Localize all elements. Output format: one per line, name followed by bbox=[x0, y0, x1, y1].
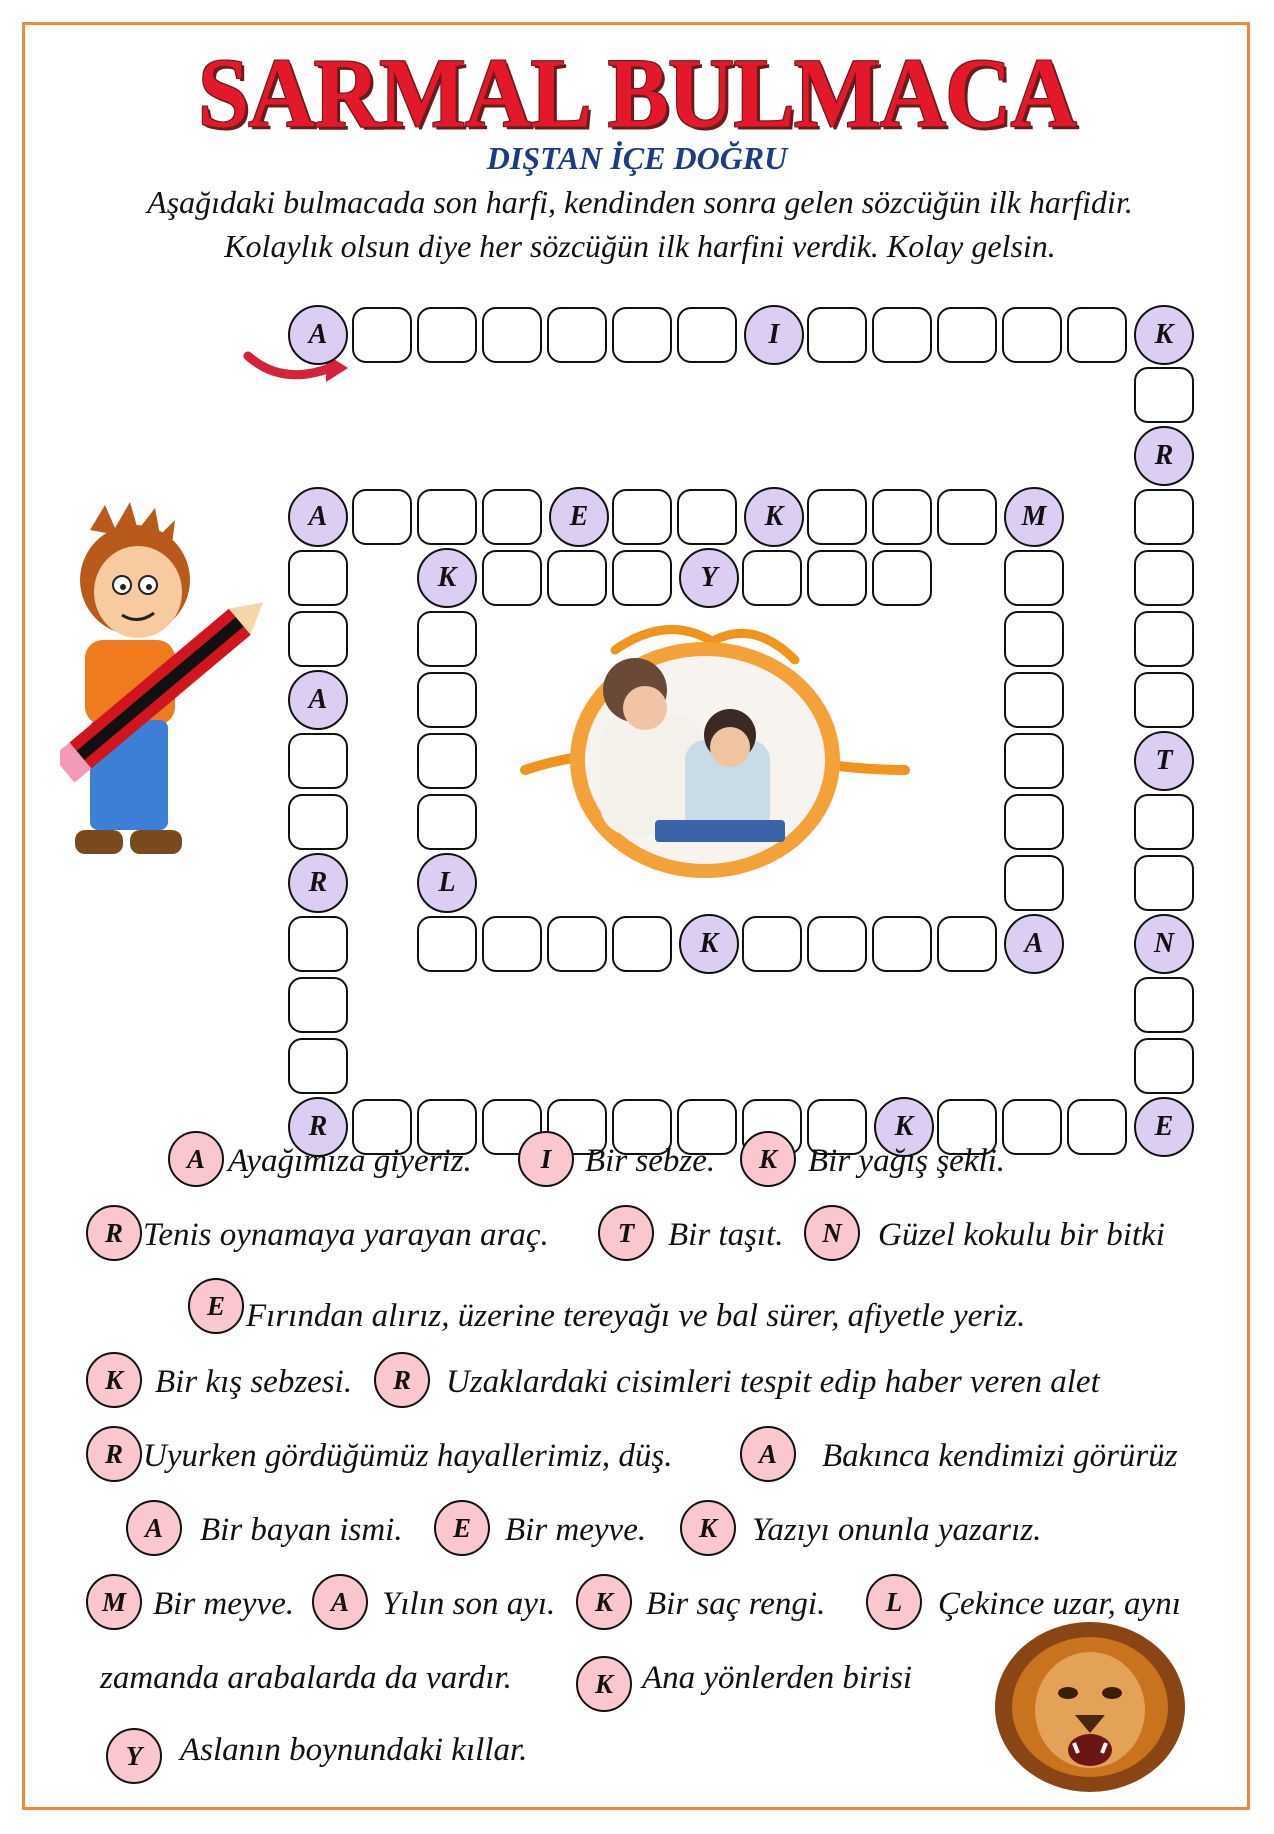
grid-cell[interactable] bbox=[872, 550, 932, 606]
clue-letter: I bbox=[518, 1131, 574, 1187]
grid-cell[interactable] bbox=[1067, 307, 1127, 363]
grid-letter-cell[interactable]: I bbox=[744, 305, 804, 365]
grid-cell[interactable] bbox=[288, 916, 348, 972]
grid-cell[interactable] bbox=[937, 489, 997, 545]
grid-cell[interactable] bbox=[742, 916, 802, 972]
clue-text: Bir meyve. bbox=[153, 1585, 295, 1622]
clue-letter: R bbox=[86, 1205, 142, 1261]
grid-cell[interactable] bbox=[417, 611, 477, 667]
grid-cell[interactable] bbox=[352, 307, 412, 363]
clue-row-6 bbox=[0, 1500, 1274, 1560]
grid-cell[interactable] bbox=[482, 307, 542, 363]
grid-cell[interactable] bbox=[1134, 794, 1194, 850]
grid-cell[interactable] bbox=[1004, 550, 1064, 606]
boy-with-pencil-illustration bbox=[60, 500, 270, 880]
clue-row-2 bbox=[0, 1205, 1274, 1265]
clue-row-4 bbox=[0, 1352, 1274, 1412]
grid-cell[interactable] bbox=[742, 550, 802, 606]
grid-cell[interactable] bbox=[417, 916, 477, 972]
grid-cell[interactable] bbox=[612, 307, 672, 363]
grid-letter-cell[interactable]: K bbox=[744, 487, 804, 547]
clue-text: Uyurken gördüğümüz hayallerimiz, düş. bbox=[143, 1437, 673, 1474]
clue-text: Ana yönlerden birisi bbox=[642, 1659, 913, 1696]
grid-cell[interactable] bbox=[1134, 489, 1194, 545]
clue-letter: T bbox=[598, 1205, 654, 1261]
clue-text: Bir bayan ismi. bbox=[200, 1511, 403, 1548]
clue-text: Aslanın boynundaki kıllar. bbox=[180, 1731, 528, 1768]
instructions-line-1: Aşağıdaki bulmacada son harfi, kendinden sonra gelen sözcüğün ilk harfidir. bbox=[147, 184, 1133, 220]
clue-text: Yılın son ayı. bbox=[382, 1585, 556, 1622]
clue-text: Bakınca kendimizi görürüz bbox=[822, 1437, 1178, 1474]
grid-cell[interactable] bbox=[1134, 367, 1194, 423]
grid-letter-cell[interactable]: Y bbox=[679, 548, 739, 608]
page-subtitle: DIŞTAN İÇE DOĞRU bbox=[486, 140, 788, 176]
clue-letter: L bbox=[866, 1574, 922, 1630]
grid-letter-cell[interactable]: T bbox=[1134, 731, 1194, 791]
instructions bbox=[60, 180, 1220, 268]
clue-row-1 bbox=[0, 1131, 1274, 1191]
grid-cell[interactable] bbox=[288, 1038, 348, 1094]
clue-text: Bir yağış şekli. bbox=[808, 1142, 1006, 1179]
grid-cell[interactable] bbox=[288, 611, 348, 667]
grid-letter-cell[interactable]: A bbox=[1004, 914, 1064, 974]
grid-cell[interactable] bbox=[612, 916, 672, 972]
grid-cell[interactable] bbox=[417, 307, 477, 363]
grid-cell[interactable] bbox=[482, 550, 542, 606]
grid-cell[interactable] bbox=[937, 307, 997, 363]
clue-letter: N bbox=[804, 1205, 860, 1261]
grid-cell[interactable] bbox=[677, 307, 737, 363]
grid-cell[interactable] bbox=[807, 550, 867, 606]
clue-letter: E bbox=[434, 1500, 490, 1556]
grid-cell[interactable] bbox=[417, 794, 477, 850]
grid-letter-cell[interactable]: N bbox=[1134, 914, 1194, 974]
grid-cell[interactable] bbox=[288, 550, 348, 606]
clue-text: Bir kış sebzesi. bbox=[155, 1363, 353, 1400]
grid-cell[interactable] bbox=[1134, 611, 1194, 667]
clue-text: Bir sebze. bbox=[585, 1142, 716, 1179]
grid-letter-cell[interactable]: K bbox=[679, 914, 739, 974]
grid-cell[interactable] bbox=[677, 489, 737, 545]
grid-letter-cell[interactable]: A bbox=[288, 487, 348, 547]
grid-cell[interactable] bbox=[1002, 307, 1062, 363]
clue-text: Fırından alırız, üzerine tereyağı ve bal sürer, afiyetle yeriz. bbox=[246, 1297, 1026, 1334]
grid-cell[interactable] bbox=[547, 916, 607, 972]
clue-text: Güzel kokulu bir bitki bbox=[878, 1216, 1165, 1253]
grid-letter-cell[interactable]: L bbox=[417, 853, 477, 913]
clue-letter: K bbox=[576, 1574, 632, 1630]
page-title: SARMAL BULMACA bbox=[198, 37, 1076, 149]
clue-letter: A bbox=[168, 1131, 224, 1187]
grid-letter-cell[interactable]: R bbox=[1134, 426, 1194, 486]
grid-cell[interactable] bbox=[547, 550, 607, 606]
clue-text: Uzaklardaki cisimleri tespit edip haber veren alet bbox=[446, 1363, 1100, 1400]
grid-cell[interactable] bbox=[288, 733, 348, 789]
grid-letter-cell[interactable]: R bbox=[288, 1097, 348, 1157]
grid-cell[interactable] bbox=[417, 733, 477, 789]
grid-cell[interactable] bbox=[1004, 733, 1064, 789]
clue-letter: A bbox=[312, 1574, 368, 1630]
clue-text: Bir meyve. bbox=[505, 1511, 647, 1548]
clue-letter: R bbox=[374, 1352, 430, 1408]
grid-cell[interactable] bbox=[1004, 672, 1064, 728]
grid-cell[interactable] bbox=[1004, 611, 1064, 667]
grid-letter-cell[interactable]: A bbox=[288, 305, 348, 365]
grid-cell[interactable] bbox=[872, 489, 932, 545]
grid-cell[interactable] bbox=[482, 489, 542, 545]
clue-letter: R bbox=[86, 1426, 142, 1482]
grid-cell[interactable] bbox=[872, 307, 932, 363]
grid-letter-cell[interactable]: K bbox=[417, 548, 477, 608]
grid-cell[interactable] bbox=[288, 794, 348, 850]
grid-cell[interactable] bbox=[612, 550, 672, 606]
grid-cell[interactable] bbox=[417, 672, 477, 728]
grid-cell[interactable] bbox=[612, 489, 672, 545]
grid-cell[interactable] bbox=[807, 916, 867, 972]
clue-text: Çekince uzar, aynı bbox=[938, 1585, 1181, 1622]
clue-letter: A bbox=[126, 1500, 182, 1556]
clue-text: Ayağımıza giyeriz. bbox=[228, 1142, 472, 1179]
clue-text: Tenis oynamaya yarayan araç. bbox=[143, 1216, 549, 1253]
grid-cell[interactable] bbox=[352, 489, 412, 545]
clue-text: Bir taşıt. bbox=[668, 1216, 784, 1253]
grid-cell[interactable] bbox=[872, 916, 932, 972]
grid-cell[interactable] bbox=[482, 916, 542, 972]
clue-letter: A bbox=[740, 1426, 796, 1482]
grid-letter-cell[interactable]: R bbox=[288, 853, 348, 913]
grid-cell[interactable] bbox=[807, 307, 867, 363]
grid-letter-cell[interactable]: K bbox=[874, 1097, 934, 1157]
grid-letter-cell[interactable]: M bbox=[1004, 487, 1064, 547]
lion-illustration bbox=[990, 1615, 1190, 1795]
clue-text: zamanda arabalarda da vardır. bbox=[100, 1659, 512, 1696]
grid-letter-cell[interactable]: K bbox=[1134, 305, 1194, 365]
teacher-student-illustration bbox=[495, 620, 915, 890]
clue-letter: M bbox=[86, 1574, 142, 1630]
clue-text: Yazıyı onunla yazarız. bbox=[752, 1511, 1042, 1548]
clue-letter: K bbox=[86, 1352, 142, 1408]
clue-row-3 bbox=[0, 1278, 1274, 1338]
clue-letter: E bbox=[188, 1278, 244, 1334]
grid-cell[interactable] bbox=[1004, 855, 1064, 911]
grid-cell[interactable] bbox=[1134, 977, 1194, 1033]
clue-letter: K bbox=[576, 1656, 632, 1712]
clue-letter: K bbox=[740, 1131, 796, 1187]
grid-cell[interactable] bbox=[417, 489, 477, 545]
grid-cell[interactable] bbox=[807, 489, 867, 545]
grid-cell[interactable] bbox=[1134, 1038, 1194, 1094]
clue-letter: K bbox=[680, 1500, 736, 1556]
clue-letter: Y bbox=[106, 1728, 162, 1784]
clue-text: Bir saç rengi. bbox=[646, 1585, 826, 1622]
grid-cell[interactable] bbox=[1134, 855, 1194, 911]
grid-letter-cell[interactable]: E bbox=[549, 487, 609, 547]
grid-cell[interactable] bbox=[937, 916, 997, 972]
clue-row-5 bbox=[0, 1426, 1274, 1486]
instructions-line-2: Kolaylık olsun diye her sözcüğün ilk harfini verdik. Kolay gelsin. bbox=[224, 228, 1056, 264]
grid-cell[interactable] bbox=[1134, 550, 1194, 606]
grid-cell[interactable] bbox=[547, 307, 607, 363]
grid-letter-cell[interactable]: E bbox=[1134, 1097, 1194, 1157]
grid-letter-cell[interactable]: A bbox=[288, 670, 348, 730]
grid-cell[interactable] bbox=[1004, 794, 1064, 850]
grid-cell[interactable] bbox=[1134, 672, 1194, 728]
grid-cell[interactable] bbox=[288, 977, 348, 1033]
